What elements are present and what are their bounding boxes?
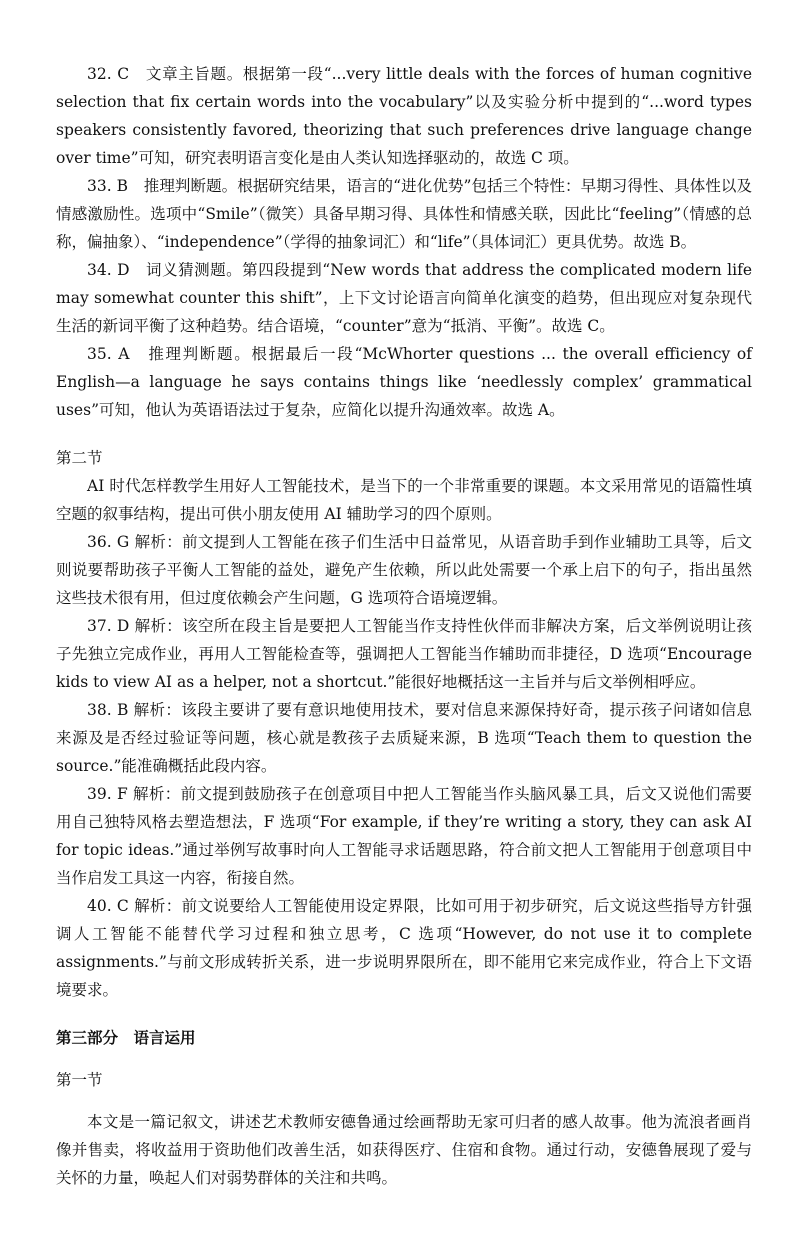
- part-3-intro: 本文是一篇记叙文，讲述艺术教师安德鲁通过绘画帮助无家可归者的感人故事。他为流浪者画肖像并售卖，将收益用于资助他们改善生活，如获得医疗、住宿和食物。通过行动，安德鲁展现了爱与关怀的力量，唤起人们对弱势群体的关注和共鸣。: [56, 1113, 752, 1187]
- answer-36: 36. G 解析：前文提到人工智能在孩子们生活中日益常见，从语音助手到作业辅助工具等，后文则说要帮助孩子平衡人工智能的益处，避免产生依赖，所以此处需要一个承上启下的句子，指出虽然这些技术很有用，但过度依赖会产生问题，G 选项符合语境逻辑。: [56, 533, 752, 607]
- answer-35: 35. A 推理判断题。根据最后一段“McWhorter questions ... the overall efficiency of English—a language he says contains things like ‘needlessly complex’ grammatical uses”可知，他认为英语语法过于复杂，应简化以提升沟通效率。故选 A。: [56, 345, 752, 419]
- answer-38: 38. B 解析：该段主要讲了要有意识地使用技术，要对信息来源保持好奇，提示孩子问诸如信息来源及是否经过验证等问题，核心就是教孩子去质疑来源，B 选项“Teach them to question the source.”能准确概括此段内容。: [56, 701, 752, 775]
- answer-key-page: [56, 60, 752, 1192]
- answer-37: 37. D 解析：该空所在段主旨是要把人工智能当作支持性伙伴而非解决方案，后文举例说明让孩子先独立完成作业，再用人工智能检查等，强调把人工智能当作辅助而非捷径，D 选项“Encourage kids to view AI as a helper, not a shortcut.”能很好地概括这一主旨并与后文举例相呼应。: [56, 617, 752, 691]
- answer-34: 34. D 词义猜测题。第四段提到“New words that address the complicated modern life may somewhat counter this shift”，上下文讨论语言向简单化演变的趋势，但出现应对复杂现代生活的新词平衡了这种趋势。结合语境，“counter”意为“抵消、平衡”。故选 C。: [56, 261, 752, 335]
- answer-32: 32. C 文章主旨题。根据第一段“...very little deals with the forces of human cognitive selection that fix certain words into the vocabulary”以及实验分析中提到的“...word types speakers consistently favored, theorizing that such preferences drive language change over time”可知，研究表明语言变化是由人类认知选择驱动的，故选 C 项。: [56, 65, 752, 167]
- section-2-heading: 第二节: [56, 449, 103, 467]
- part-3-heading: 第三部分 语言运用: [56, 1028, 196, 1047]
- answer-33: 33. B 推理判断题。根据研究结果，语言的“进化优势”包括三个特性：早期习得性、具体性以及情感激励性。选项中“Smile”（微笑）具备早期习得、具体性和情感关联，因此比“feeling”（情感的总称，偏抽象）、“independence”（学得的抽象词汇）和“life”（具体词汇）更具优势。故选 B。: [56, 177, 752, 251]
- part-3-section-1-heading: 第一节: [56, 1071, 103, 1089]
- answer-40: 40. C 解析：前文说要给人工智能使用设定界限，比如可用于初步研究，后文说这些指导方针强调人工智能不能替代学习过程和独立思考，C 选项“However, do not use it to complete assignments.”与前文形成转折关系，进一步说明界限所在，即不能用它来完成作业，符合上下文语境要求。: [56, 897, 752, 999]
- section-2-intro: AI 时代怎样教学生用好人工智能技术，是当下的一个非常重要的课题。本文采用常见的语篇性填空题的叙事结构，提出可供小朋友使用 AI 辅助学习的四个原则。: [56, 477, 752, 523]
- answer-39: 39. F 解析：前文提到鼓励孩子在创意项目中把人工智能当作头脑风暴工具，后文又说他们需要用自己独特风格去塑造想法，F 选项“For example, if they’re writing a story, they can ask AI for topic ideas.”通过举例写故事时向人工智能寻求话题思路，符合前文把人工智能用于创意项目中当作启发工具这一内容，衔接自然。: [56, 785, 752, 887]
